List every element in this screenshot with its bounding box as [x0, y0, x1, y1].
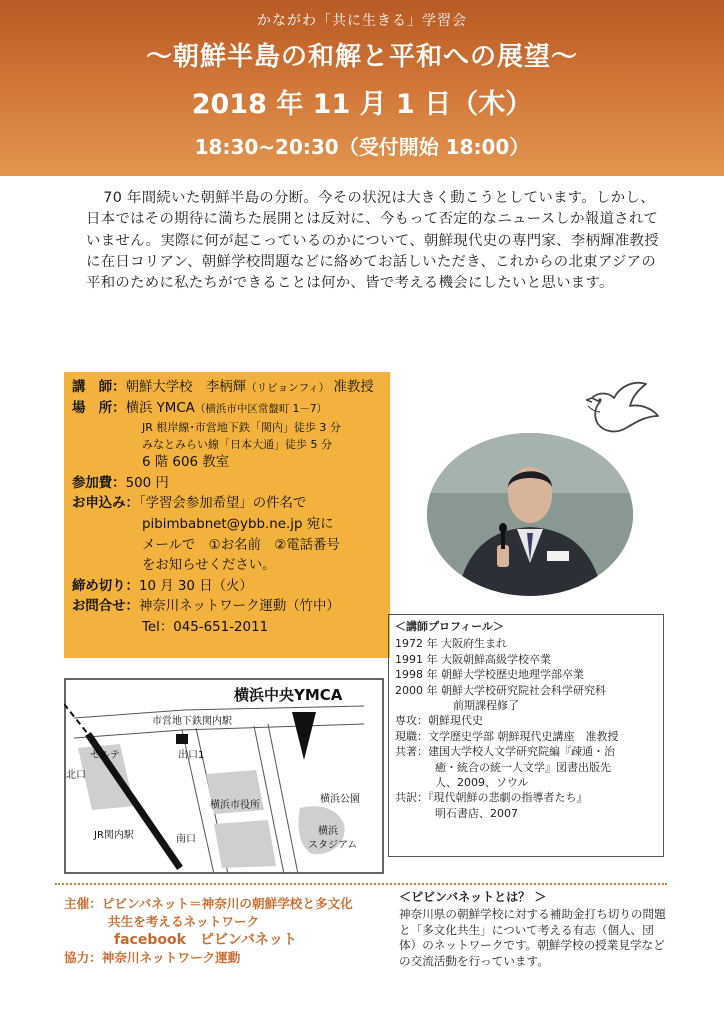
access-minatomirai: みなとみらい線「日本大通」徒歩 5 分	[142, 438, 332, 452]
profile-title: ＜講師プロフィール＞	[395, 620, 504, 633]
map-label-park: 横浜公園	[320, 794, 360, 805]
profile-history-item	[395, 683, 657, 698]
deadline-row	[72, 577, 382, 598]
contact-tel: Tel：045-651-2011	[142, 619, 269, 635]
profile-translation-cont: 明石書店、2007	[435, 806, 518, 820]
venue-map	[64, 678, 384, 874]
profile-coauthor-cont: 人、2009、ソウル	[435, 776, 529, 790]
fee-value: 500 円	[125, 475, 169, 491]
map-label-south: 南口	[176, 834, 196, 845]
history-text: 大阪府生まれ	[441, 637, 507, 651]
profile-history-item	[395, 636, 657, 651]
profile-position: 現職：文学歴史学部 朝鮮現代史講座 准教授	[395, 729, 619, 743]
apply-label: お申込み：	[72, 496, 139, 512]
history-year: 2000 年	[395, 683, 438, 697]
contact-org: 神奈川ネットワーク運動（竹中）	[138, 599, 340, 615]
apply-email-link[interactable]: pibimbabnet@ybb.ne.jp	[142, 516, 303, 532]
host-line-cont: 共生を考えるネットワーク	[108, 914, 260, 929]
deadline-value: 10 月 30 日（火）	[138, 578, 253, 594]
history-text: 朝鮮大学校研究院社会科学研究科	[441, 683, 606, 697]
event-time: 18:30~20:30（受付開始 18:00）	[194, 135, 530, 159]
apply-notice: をお知らせください。	[142, 558, 276, 574]
lecturer-school: 朝鮮大学校 李柄輝	[125, 380, 247, 395]
map-label-subway: 市営地下鉄関内駅	[152, 716, 232, 727]
fee-row	[72, 474, 382, 495]
facebook-link[interactable]: facebook ピビンバネット	[114, 932, 297, 948]
profile-history-item	[395, 667, 657, 682]
map-block	[214, 820, 276, 868]
map-label-cerute: セルテ	[90, 750, 120, 761]
venue-label: 場 所：	[72, 400, 126, 416]
profile-history-item	[395, 652, 657, 667]
contact-row	[72, 597, 382, 618]
header-banner	[0, 0, 724, 176]
history-continued: 前期課程修了	[453, 699, 519, 713]
lecturer-profile-box	[388, 614, 664, 857]
lecturer-ruby: （リビョンフィ）	[246, 382, 330, 394]
apply-instruction: メールで ①お名前 ②電話番号	[142, 537, 340, 553]
history-text: 大阪朝鮮高級学校卒業	[441, 652, 551, 666]
venue-name: 横浜 YMCA	[125, 400, 195, 416]
lecturer-title: 准教授	[333, 380, 374, 395]
speaker-photo	[427, 433, 633, 596]
venue-address: （横浜市中区常盤町 1－7）	[194, 402, 328, 415]
map-label-cityhall: 横浜市役所	[210, 800, 260, 811]
map-label-stadium: 横浜	[318, 826, 338, 837]
dove-icon	[586, 378, 664, 440]
map-label-jr: JR関内駅	[94, 830, 134, 841]
organizer-name: かながわ「共に生きる」学習会	[257, 13, 467, 29]
history-year: 1991 年	[395, 652, 438, 666]
lecturer-row	[72, 378, 382, 399]
profile-coauthor: 共著：建国大学校人文学研究院編『疎通・治	[395, 745, 615, 759]
map-label-north: 北口	[66, 770, 86, 781]
venue-room: 6 階 606 教室	[142, 455, 230, 471]
deadline-label: 締め切り：	[72, 578, 139, 594]
contact-label: お問合せ：	[72, 599, 139, 615]
event-title: 〜朝鮮半島の和解と平和への展望〜	[145, 42, 578, 72]
about-title: ＜ピビンバネットとは？ ＞	[399, 890, 547, 904]
about-network	[399, 890, 667, 970]
apply-email-suffix: 宛に	[302, 516, 334, 532]
lecturer-label: 講 師：	[72, 380, 126, 395]
map-label-stadium: スタジアム	[308, 840, 358, 851]
profile-coauthor-cont: 癒・統合の統一人文学』図書出版先	[435, 760, 611, 774]
apply-subject: 「学習会参加希望」の件名で	[138, 496, 307, 512]
map-label-ymca: 横浜中央YMCA	[234, 686, 343, 704]
access-jr: JR 根岸線･市営地下鉄「関内」徒歩 3 分	[142, 421, 341, 435]
section-divider	[55, 883, 667, 885]
history-year: 1972 年	[395, 637, 438, 651]
apply-email-row	[72, 515, 382, 536]
speaker-illustration	[427, 433, 633, 596]
event-info-box	[64, 372, 390, 658]
host-line: 主催：ピビンバネット＝神奈川の朝鮮学校と多文化	[64, 896, 353, 911]
about-text: 神奈川県の朝鮮学校に対する補助金打ち切りの問題と「多文化共生」について考える有志（個人、団体）のネットワークです。朝鮮学校の授業見学などの交流活動を行っています。	[399, 906, 666, 969]
organizers-block	[64, 895, 384, 967]
fee-label: 参加費：	[72, 475, 126, 491]
history-year: 1998 年	[395, 668, 438, 682]
intro-text	[86, 188, 666, 294]
intro-paragraph: 70 年間続いた朝鮮半島の分断。今その状況は大きく動こうとしています。しかし、日本ではその期待に満ちた展開とは反対に、今もって否定的なニュースしか報道されていません。実際に何が起こっているのかについて、朝鮮現代史の専門家、李柄輝准教授に在日コリアン、朝鮮学校問題などに絡めてお話しいただき、これからの北東アジアの平和のために私たちができることは何か、皆で考える機会にしたいと思います。	[86, 190, 659, 292]
map-subway-exit-marker	[176, 734, 188, 744]
support-line: 協力：神奈川ネットワーク運動	[64, 950, 241, 965]
profile-major: 専攻：朝鮮現代史	[395, 714, 483, 728]
apply-row	[72, 494, 382, 515]
history-text: 朝鮮大学校歴史地理学部卒業	[441, 668, 584, 682]
map-label-exit: 出口1	[178, 750, 205, 761]
profile-translation: 共訳：『現代朝鮮の悲劇の指導者たち』	[395, 791, 588, 805]
venue-row	[72, 399, 382, 420]
event-date: 2018 年 11 月 1 日（木）	[191, 89, 533, 120]
